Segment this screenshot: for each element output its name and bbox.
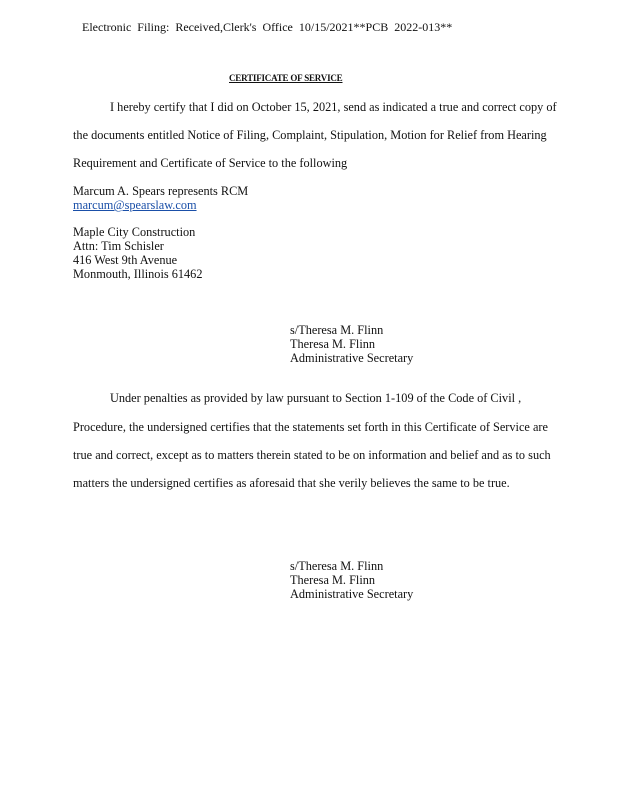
recipient-1-line: Marcum A. Spears represents RCM <box>73 184 249 198</box>
signature-2-name: Theresa M. Flinn <box>290 573 376 587</box>
signature-1-title: Administrative Secretary <box>290 351 414 365</box>
cert-line-3: Requirement and Certificate of Service to the following <box>73 156 348 170</box>
certificate-title: CERTIFICATE OF SERVICE <box>229 73 343 83</box>
verify-line-3: true and correct, except as to matters therein stated to be on information and belief and as to such <box>73 448 551 462</box>
recipient-2-street: 416 West 9th Avenue <box>73 253 178 267</box>
verify-line-1: Under penalties as provided by law pursuant to Section 1-109 of the Code of Civil , <box>110 391 522 405</box>
cert-line-2: the documents entitled Notice of Filing, Complaint, Stipulation, Motion for Relief from Hearing <box>73 128 547 142</box>
recipient-2-city: Monmouth, Illinois 61462 <box>73 267 203 281</box>
verify-line-4: matters the undersigned certifies as aforesaid that she verily believes the same to be true. <box>73 476 510 490</box>
signature-1-name: Theresa M. Flinn <box>290 337 376 351</box>
signature-1-sig: s/Theresa M. Flinn <box>290 323 384 337</box>
recipient-2-name: Maple City Construction <box>73 225 196 239</box>
cert-line-1: I hereby certify that I did on October 15, 2021, send as indicated a true and correct copy of <box>110 100 557 114</box>
recipient-1-email-link[interactable]: marcum@spearslaw.com <box>73 198 197 212</box>
signature-2-title: Administrative Secretary <box>290 587 414 601</box>
filing-stamp-header: Electronic Filing: Received,Clerk's Office 10/15/2021**PCB 2022-013** <box>82 20 453 34</box>
verify-line-2: Procedure, the undersigned certifies that the statements set forth in this Certificate of Service are <box>73 420 548 434</box>
recipient-2-attn: Attn: Tim Schisler <box>73 239 164 253</box>
signature-2-sig: s/Theresa M. Flinn <box>290 559 384 573</box>
